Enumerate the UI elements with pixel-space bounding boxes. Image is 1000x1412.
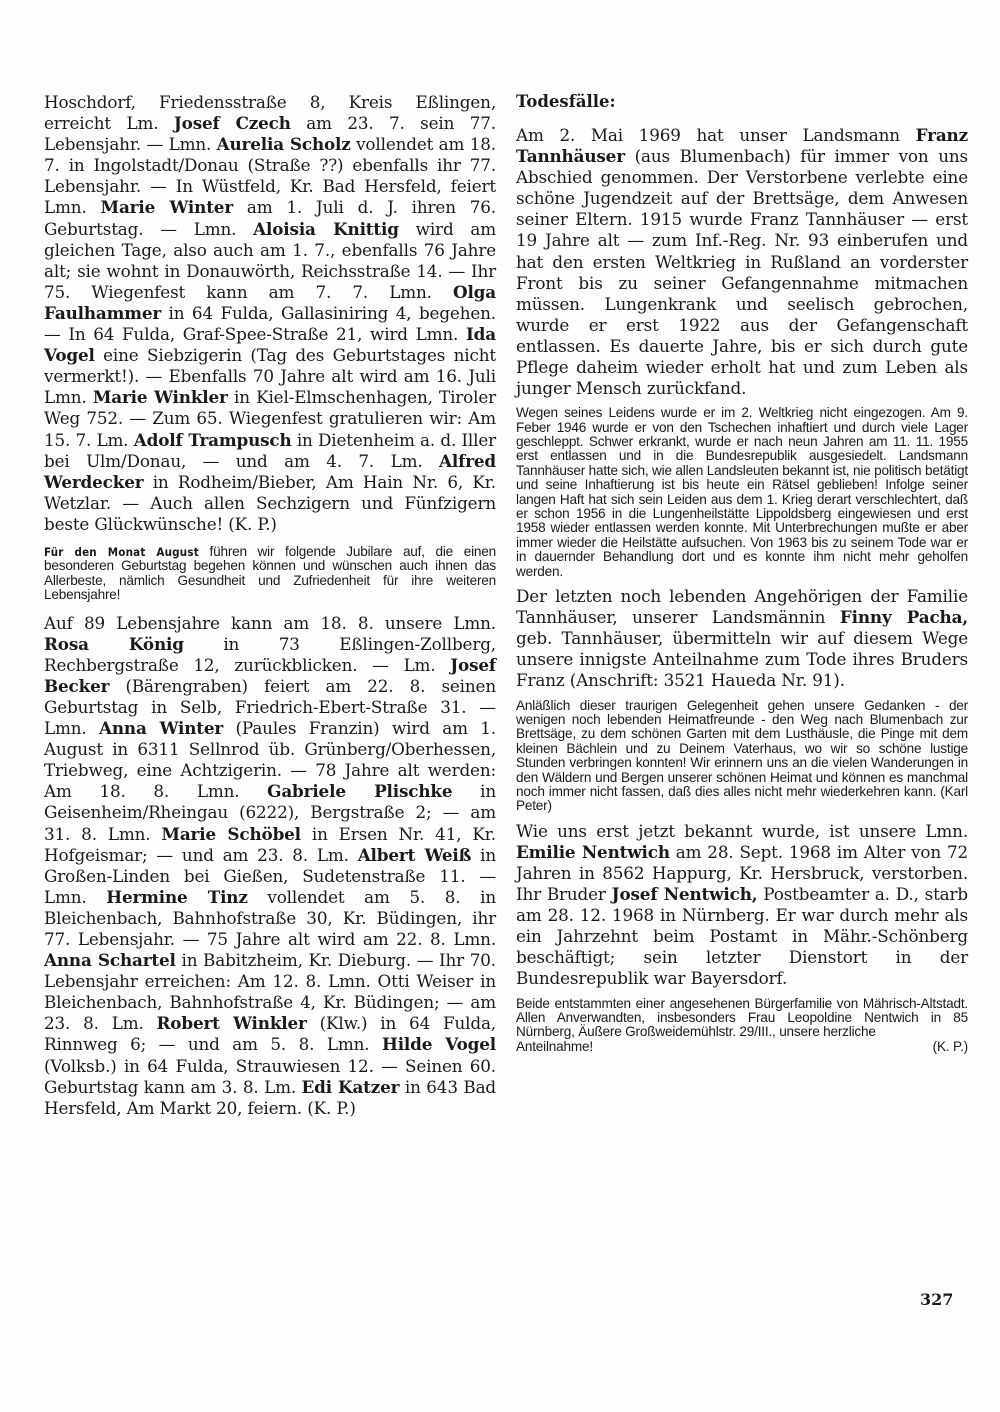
- condolence-nentwich-paragraph: [516, 997, 968, 1040]
- august-intro-lead: Für den Monat August: [44, 544, 199, 559]
- person-name: Franz Tannhäuser: [516, 125, 968, 167]
- person-name: Alfred Werdecker: [44, 450, 496, 492]
- right-column: [516, 92, 968, 1054]
- august-intro-paragraph: [44, 545, 496, 603]
- person-name: Adolf Trampusch: [133, 429, 292, 450]
- august-intro-text: führen wir folgende Jubilare auf, die einen besonderen Geburtstag begehen können und wünschen auch ihnen das Allerbeste, nämlich Gesundheit und Zufriedenheit für ihre weiteren Lebensjahre!: [44, 543, 496, 603]
- person-name: Marie Winkler: [92, 387, 228, 408]
- obituary-nentwich-paragraph: Wie uns erst jetzt bekannt wurde, ist unsere Lmn. Emilie Nentwich am 28. Sept. 1968 im Alter von 72 Jahren in 8562 Happurg, Kr. Hersbruck, verstorben. Ihr Bruder Josef Nentwich, Postbeamter a. D., starb am 28. 12. 1968 in Nürnberg. Er war durch mehr als ein Jahrzehnt beim Postamt in Mähr.-Schönberg beschäftigt; sein letzter Dienstort in der Bundesrepublik war Bayersdorf.: [516, 820, 968, 989]
- person-name: Olga Faulhammer: [44, 281, 496, 323]
- memorial-remembrance-paragraph: Anläßlich dieser traurigen Gelegenheit gehen unsere Gedanken - der wenigen noch lebenden Heimatfreunde - den Weg nach Blumenbach zur Brettsäge, zu dem schönen Garten mit dem Lusthäusle, die Pinge mit dem kleinen Bächlein und zu Deinem Vaterhaus, wo wir so schöne lustige Stunden verbringen konnten! Wir erinnern uns an die vielen Wanderungen in den Wäldern und Bergen unserer schönen Heimat und können es manchmal noch immer nicht fassen, daß dies alles nicht mehr wiederkehren kann. (Karl Peter): [516, 697, 968, 814]
- condolence-nentwich-text: Beide entstammten einer angesehenen Bürgerfamilie von Mährisch-Altstadt. Allen Anverwandten, insbesonders Frau Leopoldine Nentwich in 85 Nürnberg, Äußere Großweidemühlstr. 29/III., unsere herzliche: [516, 995, 968, 1040]
- person-name: Robert Winkler: [156, 1013, 307, 1034]
- person-name: Josef Czech: [173, 113, 291, 134]
- person-name: Josef Nentwich,: [611, 884, 758, 905]
- person-name: Hermine Tinz: [106, 886, 248, 907]
- person-name: Marie Winter: [100, 197, 234, 218]
- person-name: Finny Pacha,: [839, 607, 968, 628]
- obituaries-heading: Todesfälle:: [516, 92, 616, 111]
- condolence-signature-line: [516, 1040, 968, 1054]
- left-column: [44, 92, 496, 1119]
- obituary-tannhaeuser-paragraph: Am 2. Mai 1969 hat unser Landsmann Franz Tannhäuser (aus Blumenbach) für immer von uns Abschied genommen. Der Verstorbene verlebte eine schöne Jugendzeit auf der Brettsäge, dem Anwesen seiner Eltern. 1915 wurde Franz Tannhäuser — erst 19 Jahre alt — zum Inf.-Reg. Nr. 93 einberufen und hat den ersten Weltkrieg in Rußland an vorderster Front bis zu seiner Gefangennahme mitmachen müssen. Lungenkrank und seelisch gebrochen, wurde er erst 1922 aus der Gefangenschaft entlassen. Es dauerte Jahre, bis er sich durch gute Pflege daheim wieder erholt hat und zum Leben als junger Mensch zurückfand.: [516, 125, 968, 399]
- person-name: Marie Schöbel: [161, 823, 301, 844]
- person-name: Aloisia Knittig: [253, 218, 399, 239]
- person-name: Albert Weiß: [357, 844, 472, 865]
- condolence-pacha-paragraph: Der letzten noch lebenden Angehörigen der Familie Tannhäuser, unserer Landsmännin Finny Pacha, geb. Tannhäuser, übermitteln wir auf diesem Wege unsere innigste Anteilnahme zum Tode ihres Bruders Franz (Anschrift: 3521 Haueda Nr. 91).: [516, 586, 968, 691]
- birthday-paragraph-july: Hoschdorf, Friedensstraße 8, Kreis Eßlingen, erreicht Lm. Josef Czech am 23. 7. sein 77. Lebensjahr. — Lmn. Aurelia Scholz vollendet am 18. 7. in Ingolstadt/Donau (Straße ??) ebenfalls ihr 77. Lebensjahr. — In Wüstfeld, Kr. Bad Hersfeld, feiert Lmn. Marie Winter am 1. Juli d. J. ihren 76. Geburtstag. — Lmn. Aloisia Knittig wird am gleichen Tage, also auch am 1. 7., ebenfalls 76 Jahre alt; sie wohnt in Donauwörth, Reichsstraße 14. — Ihr 75. Wiegenfest kann am 7. 7. Lmn. Olga Faulhammer in 64 Fulda, Gallasiniring 4, begehen. — In 64 Fulda, Graf-Spee-Straße 21, wird Lmn. Ida Vogel eine Siebzigerin (Tag des Geburtstages nicht vermerkt!). — Ebenfalls 70 Jahre alt wird am 16. Juli Lmn. Marie Winkler in Kiel-Elmschenhagen, Tiroler Weg 752. — Zum 65. Wiegenfest gratulieren wir: Am 15. 7. Lm. Adolf Trampusch in Dietenheim a. d. Iller bei Ulm/Donau, — und am 4. 7. Lm. Alfred Werdecker in Rodheim/Bieber, Am Hain Nr. 6, Kr. Wetzlar. — Auch allen Sechzigern und Fünfzigern beste Glückwünsche! (K. P.): [44, 92, 496, 534]
- obituary-tannhaeuser-details: Wegen seines Leidens wurde er im 2. Weltkrieg nicht eingezogen. Am 9. Feber 1946 wurde er von den Tschechen inhaftiert und durch viele Lager geschleppt. Schwer erkrankt, wurde er nach neun Jahren am 11. 11. 1955 erst entlassen und in die Bundesrepublik ausgesiedelt. Landsmann Tannhäuser hatte sich, wie allen Landsleuten bekannt ist, nie politisch betätigt und seine Inhaftierung ist bis heute ein Rätsel geblieben! Infolge seiner langen Haft hat sich sein Leiden aus dem 1. Krieg derart verschlechtert, daß er schon 1956 in die Lungenheilstätte Lippoldsberg eingewiesen und erst 1958 wieder entlassen werden konnte. Mit Unterbrechungen mußte er aber immer wieder die Heilstätte aufsuchen. Von 1963 bis zu seinem Tode war er in dauernder Behandlung dort und es konnte ihm nicht mehr geholfen werden.: [516, 405, 968, 579]
- person-name: Edi Katzer: [301, 1076, 400, 1097]
- birthday-paragraph-august: Auf 89 Lebensjahre kann am 18. 8. unsere Lmn. Rosa König in 73 Eßlingen-Zollberg, Rechbergstraße 12, zurückblicken. — Lm. Josef Becker (Bärengraben) feiert am 22. 8. seinen Geburtstag in Selb, Friedrich-Ebert-Straße 31. — Lmn. Anna Winter (Paules Franzin) wird am 1. August in 6311 Sellnrod üb. Grünberg/Oberhessen, Triebweg, eine Achtzigerin. — 78 Jahre alt werden: Am 18. 8. Lmn. Gabriele Plischke in Geisenheim/Rheingau (6222), Bergstraße 2; — am 31. 8. Lmn. Marie Schöbel in Ersen Nr. 41, Kr. Hofgeismar; — und am 23. 8. Lm. Albert Weiß in Großen-Linden bei Gießen, Sudetenstraße 11. — Lmn. Hermine Tinz vollendet am 5. 8. in Bleichenbach, Bahnhofstraße 30, Kr. Büdingen, ihr 77. Lebensjahr. — 75 Jahre alt wird am 22. 8. Lmn. Anna Schartel in Babitzheim, Kr. Dieburg. — Ihr 70. Lebensjahr erreichen: Am 12. 8. Lmn. Otti Weiser in Bleichenbach, Bahnhofstraße 4, Kr. Büdingen; — am 23. 8. Lm. Robert Winkler (Klw.) in 64 Fulda, Rinnweg 6; — und am 5. 8. Lmn. Hilde Vogel (Volksb.) in 64 Fulda, Strauwiesen 12. — Seinen 60. Geburtstag kann am 3. 8. Lm. Edi Katzer in 643 Bad Hersfeld, Am Markt 20, feiern. (K. P.): [44, 612, 497, 1118]
- person-name: Emilie Nentwich: [516, 841, 670, 862]
- person-name: Aurelia Scholz: [216, 134, 351, 155]
- person-name: Anna Schartel: [44, 950, 176, 971]
- person-name: Ida Vogel: [44, 324, 496, 366]
- page-number: 327: [920, 1290, 954, 1309]
- person-name: Anna Winter: [99, 718, 224, 739]
- author-initials: (K. P.): [932, 1038, 968, 1054]
- person-name: Josef Becker: [44, 654, 496, 696]
- condolence-closing: Anteilnahme!: [516, 1038, 593, 1054]
- person-name: Rosa König: [44, 633, 184, 654]
- person-name: Hilde Vogel: [381, 1034, 496, 1055]
- person-name: Gabriele Plischke: [267, 781, 453, 802]
